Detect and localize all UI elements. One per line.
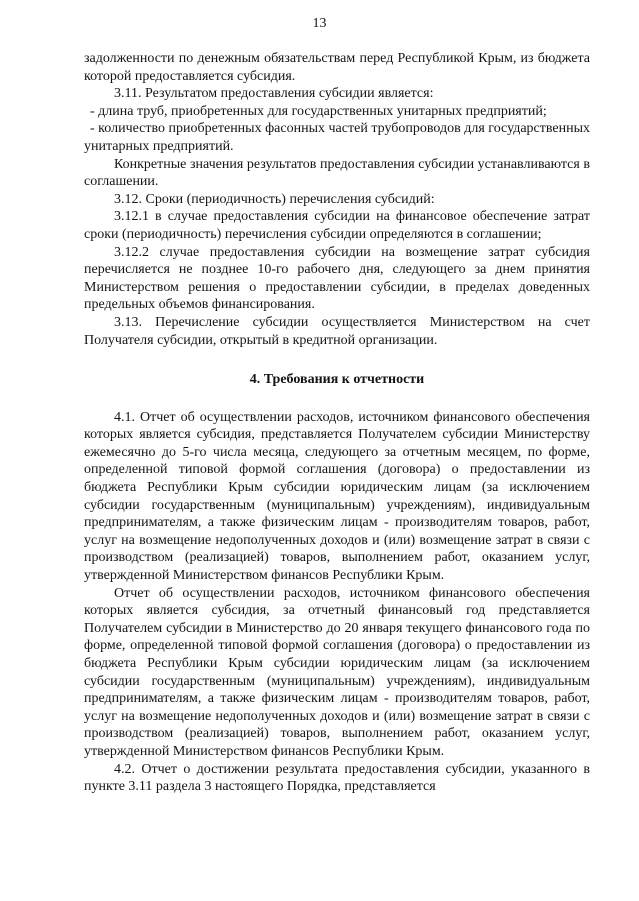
paragraph: 3.12.1 в случае предоставления субсидии на финансовое обеспечение затрат сроки (периодичность) перечисления субсидии определяются в соглашении; — [84, 209, 590, 242]
page-number: 13 — [312, 16, 327, 31]
section-heading: 4. Требования к отчетности — [249, 372, 425, 388]
paragraph: Отчет об осуществлении расходов, источником финансового обеспечения которых является субсидия, за отчетный финансовый год представляется Получателем субсидии в Министерство до 20 января текущего финансового года по форме, определенной типовой формой соглашения (договора) о предоставлении из бюджета Республики Крым субсидии юридическим лицам (за исключением субсидии государственным (муниципальным) учреждениям), индивидуальным предпринимателям, а также физическим лицам - производителям товаров, работ, услуг на возмещение недополученных доходов и (или) возмещение затрат в связи с производством (реализацией) товаров, выполнением работ, оказанием услуг, утвержденной Министерством финансов Республики Крым. — [84, 585, 590, 759]
paragraph: Конкретные значения результатов предоставления субсидии устанавливаются в соглашении. — [84, 156, 590, 190]
document-body — [84, 50, 590, 796]
paragraph: 3.12. Сроки (периодичность) перечисления субсидий: — [114, 191, 435, 207]
list-item: - длина труб, приобретенных для государственных унитарных предприятий; — [90, 103, 547, 119]
paragraph: 3.13. Перечисление субсидии осуществляется Министерством на счет Получателя субсидии, открытый в кредитной организации. — [84, 314, 590, 348]
paragraph: 4.2. Отчет о достижении результата предоставления субсидии, указанного в пункте 3.11 раздела 3 настоящего Порядка, представляется — [84, 761, 590, 795]
list-item: - количество приобретенных фасонных частей трубопроводов для государственных унитарных предприятий. — [84, 121, 590, 154]
paragraph: 3.11. Результатом предоставления субсидии является: — [114, 86, 434, 102]
paragraph: 3.12.2 случае предоставления субсидии на возмещение затрат субсидия перечисляется не позднее 10-го рабочего дня, следующего за днем принятия Министерством решения о предоставлении субсидии, в пределах доведенных предельных объемов финансирования. — [84, 244, 590, 313]
paragraph: задолженности по денежным обязательствам перед Республикой Крым, из бюджета которой предоставляется субсидия. — [84, 51, 590, 84]
paragraph: 4.1. Отчет об осуществлении расходов, источником финансового обеспечения которых является субсидия, представляется Получателем субсидии Министерству ежемесячно до 5-го числа месяца, следующего за отчетным месяцем, по форме, определенной типовой формой соглашения (договора) о предоставлении из бюджета Республики Крым субсидии юридическим лицам (за исключением субсидии государственным (муниципальным) учреждениям), индивидуальным предпринимателям, а также физическим лицам - производителям товаров, работ, услуг на возмещение недополученных доходов и (или) возмещение затрат в связи с производством (реализацией) товаров, выполнением работ, оказанием услуг, утвержденной Министерством финансов Республики Крым. — [84, 409, 590, 584]
